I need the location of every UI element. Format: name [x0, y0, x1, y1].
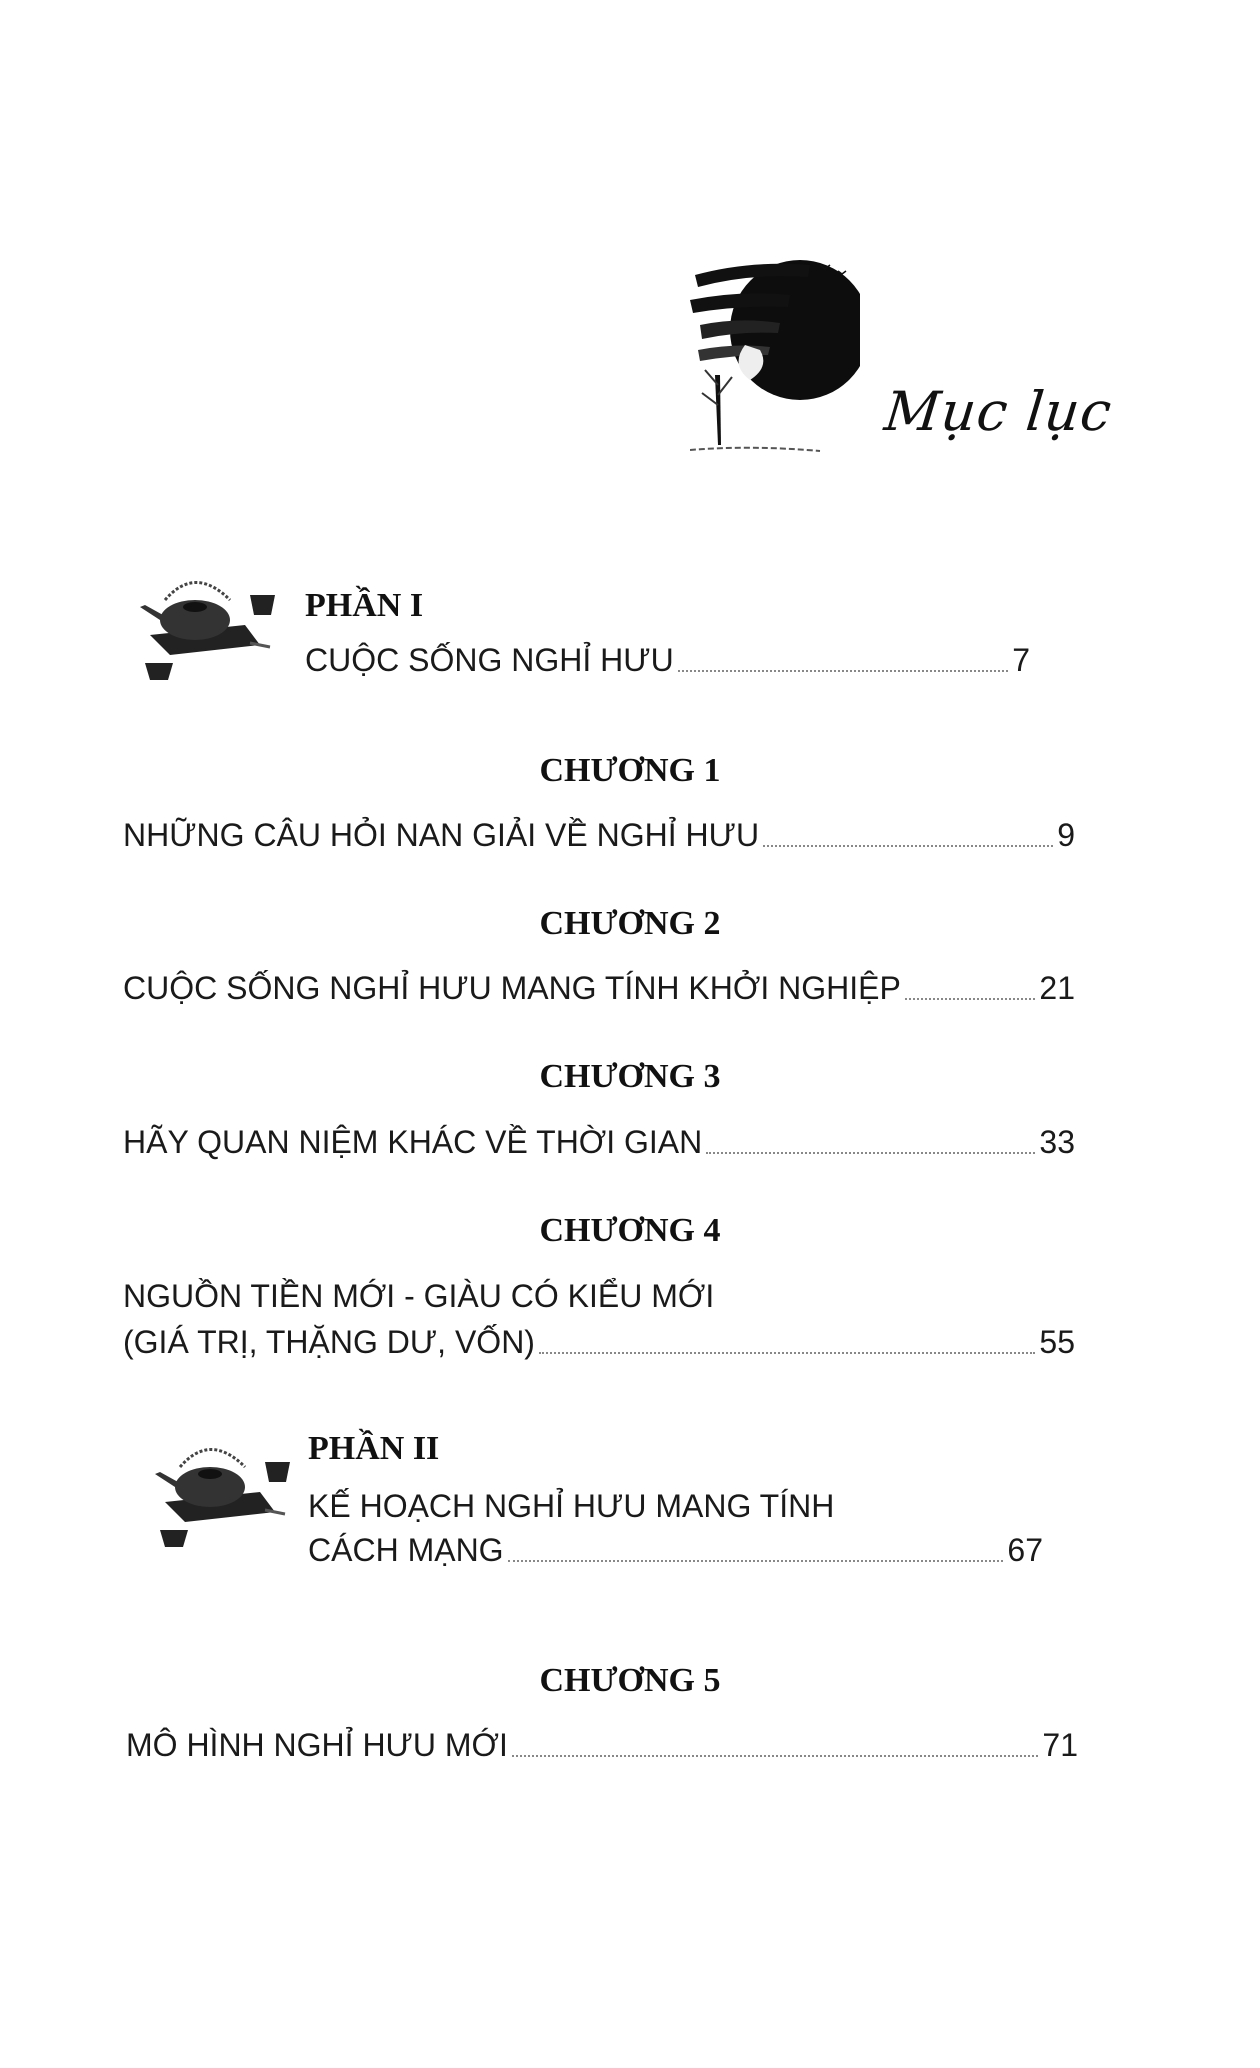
toc-entry-chapter-5[interactable] — [126, 1725, 1078, 1765]
page-number: 71 — [1042, 1727, 1078, 1763]
toc-entry-chapter-4[interactable] — [123, 1322, 1075, 1362]
dot-leader — [905, 997, 1036, 1000]
page-number: 7 — [1012, 642, 1030, 678]
entry-title: NHỮNG CÂU HỎI NAN GIẢI VỀ NGHỈ HƯU — [123, 817, 760, 853]
entry-title: MÔ HÌNH NGHỈ HƯU MỚI — [126, 1727, 508, 1763]
chapter-label-text: CHƯƠNG 5 — [539, 1662, 721, 1699]
page-number: 55 — [1039, 1324, 1075, 1360]
teapot-icon — [135, 565, 275, 685]
toc-entry-chapter-3[interactable] — [123, 1122, 1075, 1162]
entry-title: CÁCH MẠNG — [308, 1532, 504, 1568]
chapter-label — [0, 752, 1260, 790]
page-number: 33 — [1039, 1124, 1075, 1160]
page-number: 21 — [1039, 970, 1075, 1006]
chapter-label — [0, 1212, 1260, 1250]
dot-leader — [706, 1151, 1035, 1154]
toc-entry-chapter-1[interactable] — [123, 815, 1075, 855]
entry-title-line-1: KẾ HOẠCH NGHỈ HƯU MANG TÍNH — [308, 1488, 835, 1524]
chapter-label-text: CHƯƠNG 4 — [539, 1212, 721, 1249]
entry-title: CUỘC SỐNG NGHỈ HƯU MANG TÍNH KHỞI NGHIỆP — [123, 970, 901, 1006]
toc-entry-part-2[interactable] — [308, 1530, 1043, 1570]
page-number: 9 — [1057, 817, 1075, 853]
moon-tree-brush-icon — [690, 255, 860, 465]
dot-leader — [678, 669, 1009, 672]
entry-title-line-1: NGUỒN TIỀN MỚI - GIÀU CÓ KIỂU MỚI — [123, 1278, 715, 1314]
dot-leader — [539, 1351, 1035, 1354]
toc-entry-part-1[interactable] — [305, 640, 1030, 680]
part-label: PHẦN I — [305, 587, 424, 624]
chapter-label — [0, 1662, 1260, 1700]
chapter-label-text: CHƯƠNG 1 — [539, 752, 721, 789]
chapter-label — [0, 905, 1260, 943]
toc-entry-chapter-2[interactable] — [123, 968, 1075, 1008]
part-label: PHẦN II — [308, 1430, 440, 1467]
dot-leader — [508, 1559, 1004, 1562]
entry-title: CUỘC SỐNG NGHỈ HƯU — [305, 642, 674, 678]
teapot-icon — [150, 1432, 290, 1552]
page-title: Mục lục — [881, 380, 1116, 443]
dot-leader — [512, 1754, 1039, 1757]
entry-title: HÃY QUAN NIỆM KHÁC VỀ THỜI GIAN — [123, 1124, 703, 1160]
dot-leader — [763, 844, 1053, 847]
chapter-label — [0, 1058, 1260, 1096]
entry-title: (GIÁ TRỊ, THẶNG DƯ, VỐN) — [123, 1324, 535, 1360]
chapter-label-text: CHƯƠNG 3 — [539, 1058, 721, 1095]
page-number: 67 — [1007, 1532, 1043, 1568]
chapter-label-text: CHƯƠNG 2 — [539, 905, 721, 942]
